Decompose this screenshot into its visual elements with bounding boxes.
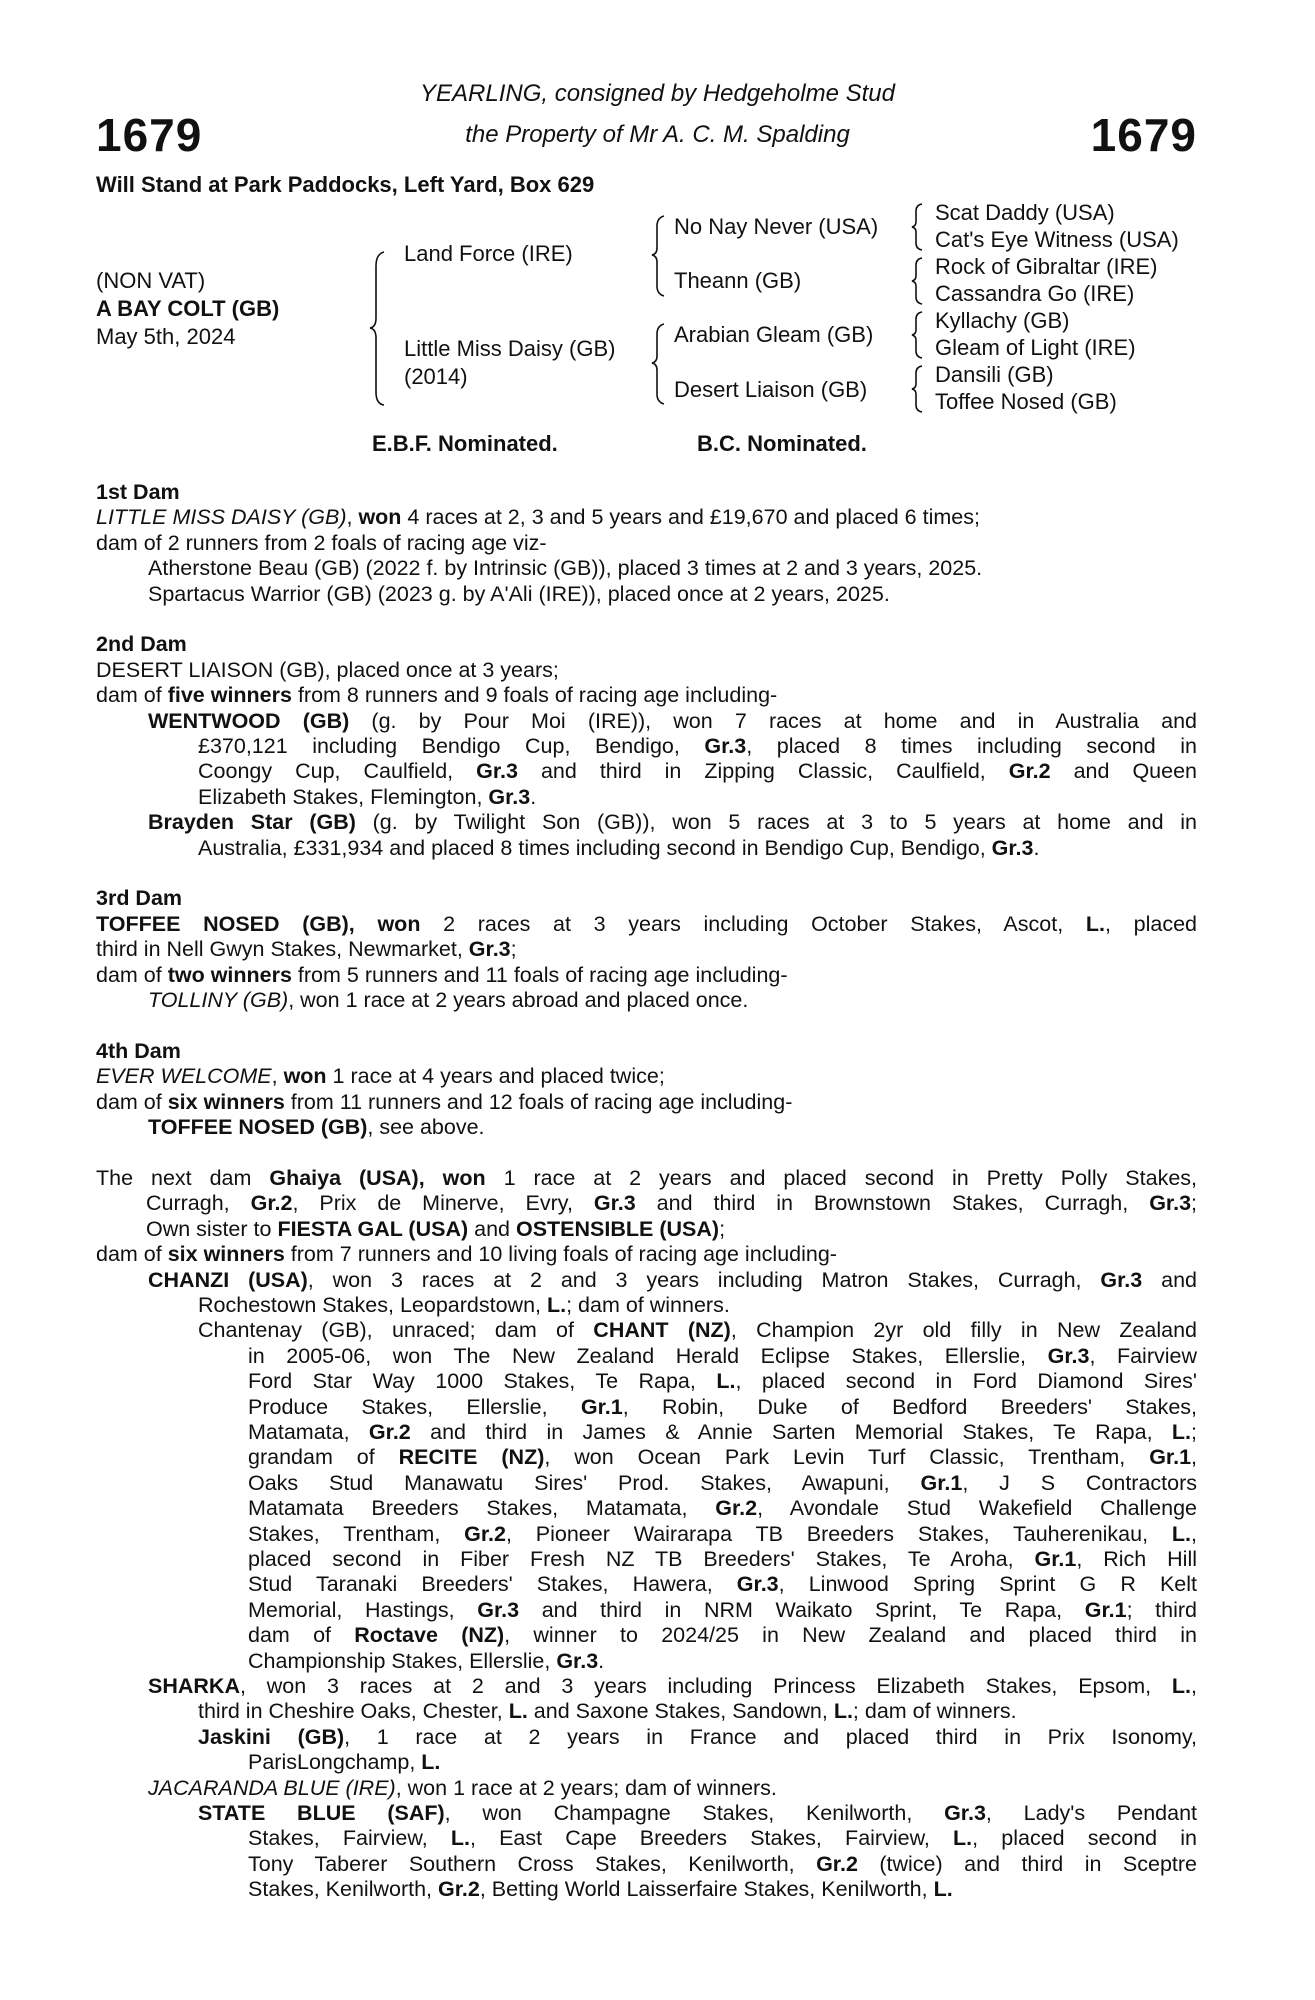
text-run: Stud Taranaki Breeders' Stakes, Hawera, [248, 1572, 737, 1597]
text-line [96, 1115, 1197, 1140]
text-run: dam of [96, 1089, 168, 1114]
text-run: from 8 runners and 9 foals of racing age including- [291, 683, 778, 708]
dam-record-paragraph [96, 1166, 1197, 1242]
text-line [96, 1547, 1197, 1572]
produce-entry [96, 1268, 1197, 1319]
bold-text: five winners [167, 683, 292, 708]
text-run: (g. by Pour Moi (IRE)), won 7 races at home and in Australia and [349, 708, 1198, 733]
stand-location: Will Stand at Park Paddocks, Left Yard, Box 629 [96, 172, 595, 197]
text-run: , won Ocean Park Levin Turf Classic, Trentham, [544, 1445, 1150, 1470]
text-run: , [1191, 1521, 1197, 1546]
text-run: and Queen [1050, 759, 1197, 784]
sire: Land Force (IRE) [404, 241, 573, 266]
text-line [96, 1344, 1197, 1369]
italic-text: LITTLE MISS DAISY (GB) [96, 505, 347, 530]
text-line [96, 1471, 1197, 1496]
text-run: Coongy Cup, Caulfield, [198, 759, 477, 784]
bold-text: L. [508, 1699, 528, 1724]
produce-entry [96, 1674, 1197, 1725]
foaling-date: May 5th, 2024 [96, 324, 236, 349]
text-line [96, 759, 1197, 784]
bold-text: Gr.1 [920, 1470, 963, 1495]
dam-record-paragraph [96, 1090, 1197, 1115]
text-run: ; dam of winners. [566, 1292, 730, 1317]
text-line [96, 937, 1197, 962]
bold-text: CHANT (NZ) [593, 1318, 731, 1343]
text-run: third in Cheshire Oaks, Chester, [198, 1699, 509, 1724]
produce-entry [96, 810, 1197, 861]
bold-text: Brayden Star (GB) [148, 810, 356, 835]
text-run: Rochestown Stakes, Leopardstown, [198, 1292, 547, 1317]
section-heading: 1st Dam [96, 480, 180, 504]
bold-text: FIESTA GAL (USA) [277, 1216, 469, 1241]
text-run: , Champion 2yr old filly in New Zealand [730, 1318, 1197, 1343]
text-run: ParisLongchamp, [248, 1750, 422, 1775]
text-run: ; [1191, 1419, 1197, 1444]
text-run: ; [1191, 1191, 1198, 1216]
produce-record [96, 480, 1197, 1928]
text-run: and third in NRM Waikato Sprint, Te Rapa, [519, 1597, 1085, 1622]
text-run: , Betting World Laisserfaire Stakes, Kenilworth, [479, 1877, 934, 1902]
vat-status: (NON VAT) [96, 268, 206, 293]
text-run: , see above. [367, 1115, 485, 1140]
text-run: 1 race at 2 years and placed second in Pretty Polly Stakes, [485, 1165, 1198, 1190]
text-run: , 1 race at 2 years in France and placed third in Prix Isonomy, [344, 1724, 1197, 1749]
bold-text: six winners [167, 1242, 285, 1267]
produce-entry [96, 988, 1197, 1013]
text-line [96, 1623, 1197, 1648]
text-run: Matamata Breeders Stakes, Matamata, [248, 1496, 716, 1521]
text-line [96, 1877, 1197, 1902]
bold-text: Ghaiya (USA), won [269, 1165, 486, 1190]
produce-entry [96, 1725, 1197, 1776]
ebf-nomination: E.B.F. Nominated. [372, 431, 558, 456]
produce-entry [96, 1801, 1197, 1903]
text-line [96, 1522, 1197, 1547]
text-run: and third in Brownstown Stakes, Curragh, [635, 1191, 1150, 1216]
bold-text: Gr.2 [250, 1191, 293, 1216]
text-line [96, 1649, 1197, 1674]
text-run: dam of [96, 683, 168, 708]
text-run: Memorial, Hastings, [248, 1597, 478, 1622]
text-run: . [530, 784, 537, 809]
text-run: , Robin, Duke of Bedford Breeders' Stakes, [622, 1394, 1197, 1419]
text-line [96, 683, 1197, 708]
text-line [96, 556, 1197, 581]
text-run: , [271, 1064, 284, 1089]
text-line [96, 734, 1197, 759]
sire-sire: No Nay Never (USA) [674, 214, 879, 239]
dam-dam: Desert Liaison (GB) [674, 377, 868, 402]
text-line [96, 658, 1197, 683]
bold-text: two winners [167, 962, 292, 987]
text-run: , placed 8 times including second in [746, 734, 1197, 759]
produce-entry [96, 1115, 1197, 1140]
great-grandparent: Cassandra Go (IRE) [935, 281, 1135, 306]
text-line [96, 988, 1197, 1013]
text-run: Matamata, [248, 1419, 369, 1444]
text-line [96, 1674, 1197, 1699]
text-run: Championship Stakes, Ellerslie, [248, 1648, 557, 1673]
dam-record-paragraph [96, 912, 1197, 963]
dam: Little Miss Daisy (GB) [404, 336, 616, 361]
bold-text: L. [421, 1750, 441, 1775]
bold-text: L. [716, 1369, 736, 1394]
text-run: , [1191, 1674, 1197, 1699]
dam-record-paragraph [96, 1242, 1197, 1267]
text-run: Curragh, [146, 1191, 251, 1216]
text-run: from 5 runners and 11 foals of racing age including- [291, 962, 788, 987]
lot-number-right: 1679 [1090, 109, 1197, 161]
text-run: , Rich Hill [1076, 1547, 1197, 1571]
text-run: Tony Taberer Southern Cross Stakes, Kenilworth, [248, 1851, 817, 1876]
text-run: , won 1 race at 2 years abroad and placed once. [288, 988, 749, 1013]
text-line [96, 810, 1197, 835]
text-run: and third in Zipping Classic, Caulfield, [517, 759, 1009, 784]
bold-text: Gr.1 [1084, 1597, 1127, 1622]
dam-record-paragraph [96, 1064, 1197, 1089]
text-run: placed second in Fiber Fresh NZ TB Breeders' Stakes, Te Aroha, [248, 1547, 1035, 1571]
text-line [96, 582, 1197, 607]
consignor-line: YEARLING, consigned by Hedgeholme Stud [420, 80, 895, 107]
text-line [96, 1598, 1197, 1623]
text-line [96, 1217, 1197, 1242]
dam-record-paragraph [96, 531, 1197, 556]
text-line [96, 1826, 1197, 1851]
bold-text: L. [1171, 1674, 1192, 1699]
bold-text: six winners [167, 1089, 285, 1114]
text-line [96, 1191, 1197, 1216]
dam-section [96, 1166, 1197, 1903]
text-run: , [1191, 1445, 1198, 1470]
text-run: DESERT LIAISON (GB), placed once at 3 years; [96, 657, 559, 682]
bold-text: WENTWOOD (GB) [148, 708, 350, 733]
bold-text: Gr.2 [715, 1496, 758, 1521]
text-run: Stakes, Trentham, [248, 1521, 465, 1546]
bold-text: Gr.3 [476, 759, 518, 784]
text-line [96, 1750, 1197, 1775]
text-run: dam of [248, 1623, 355, 1648]
bold-text: Gr.3 [1149, 1191, 1192, 1216]
text-run: 2 races at 3 years including October Stakes, Ascot, [420, 911, 1086, 936]
text-run: Produce Stakes, Ellerslie, [248, 1394, 581, 1419]
text-run: , won 3 races at 2 and 3 years including Princess Elizabeth Stakes, Epsom, [239, 1674, 1172, 1699]
bold-text: Gr.2 [1008, 759, 1051, 784]
text-run: , won 3 races at 2 and 3 years including Matron Stakes, Curragh, [307, 1267, 1101, 1292]
text-line [96, 1293, 1197, 1318]
text-run: , placed second in [972, 1826, 1198, 1851]
produce-entry [96, 556, 1197, 581]
italic-text: JACARANDA BLUE (IRE) [148, 1775, 396, 1800]
text-line [96, 1090, 1197, 1115]
text-run: ; third [1126, 1597, 1197, 1622]
text-run: , Linwood Spring Sprint G R Kelt [778, 1572, 1198, 1597]
bold-text: OSTENSIBLE (USA) [515, 1216, 720, 1241]
text-line [96, 1395, 1197, 1420]
text-line [96, 1572, 1197, 1597]
text-run: , Pioneer Wairarapa TB Breeders Stakes, Tauherenikau, [505, 1521, 1172, 1546]
text-run: Spartacus Warrior (GB) (2023 g. by A'Ali (IRE)), placed once at 2 years, 2025. [148, 581, 890, 606]
text-run: , J S Contractors [962, 1470, 1198, 1495]
section-heading: 2nd Dam [96, 632, 187, 657]
bold-text: Gr.1 [580, 1394, 623, 1419]
bold-text: Gr.3 [556, 1648, 599, 1673]
bold-text: Gr.3 [488, 784, 531, 809]
text-line [96, 1420, 1197, 1445]
text-run: , [346, 505, 359, 530]
text-run: ; [719, 1216, 726, 1241]
produce-entry [96, 582, 1197, 607]
bold-text: Gr.1 [1034, 1547, 1077, 1571]
text-line [96, 709, 1197, 734]
dam-section [96, 886, 1197, 1013]
bold-text: won [358, 505, 402, 530]
bold-text: Gr.3 [944, 1801, 986, 1826]
text-run: , East Cape Breeders Stakes, Fairview, [469, 1826, 954, 1851]
text-line [96, 1318, 1197, 1343]
bold-text: Gr.1 [1149, 1445, 1192, 1470]
text-line [96, 836, 1197, 861]
text-line [96, 1242, 1197, 1267]
great-grandparent: Gleam of Light (IRE) [935, 335, 1136, 360]
great-grandparent: Cat's Eye Witness (USA) [935, 227, 1179, 252]
text-line [96, 912, 1197, 937]
text-run: and third in James & Annie Sarten Memorial Stakes, Te Rapa, [410, 1419, 1172, 1444]
text-line [96, 963, 1197, 988]
text-run: ; [510, 937, 517, 962]
text-run: . [1033, 835, 1040, 860]
text-run: (g. by Twilight Son (GB)), won 5 races at 3 to 5 years at home and in [355, 810, 1197, 835]
bold-text: Gr.3 [468, 937, 511, 962]
text-line [96, 1725, 1197, 1750]
bold-text: Gr.3 [1047, 1343, 1090, 1368]
great-grandparent: Rock of Gibraltar (IRE) [935, 254, 1158, 279]
text-run: Own sister to [146, 1216, 278, 1241]
text-run: , won Champagne Stakes, Kenilworth, [444, 1801, 945, 1826]
text-line [96, 785, 1197, 810]
dam-section [96, 480, 1197, 607]
bold-text: L. [833, 1699, 853, 1724]
bold-text: STATE BLUE (SAF) [198, 1801, 445, 1826]
bold-text: Jaskini (GB) [198, 1724, 345, 1749]
text-run: from 11 runners and 12 foals of racing age including- [284, 1089, 793, 1114]
text-run: in 2005-06, won The New Zealand Herald Eclipse Stakes, Ellerslie, [248, 1343, 1048, 1368]
bold-text: Gr.2 [368, 1419, 411, 1444]
text-run: , winner to 2024/25 in New Zealand and placed third in [504, 1623, 1197, 1648]
bold-text: L. [450, 1826, 470, 1851]
bold-text: SHARKA [148, 1674, 240, 1699]
bc-nomination: B.C. Nominated. [697, 431, 867, 456]
text-run: grandam of [248, 1445, 399, 1470]
text-line [96, 505, 1197, 530]
text-run: 4 races at 2, 3 and 5 years and £19,670 and placed 6 times; [401, 505, 980, 530]
bold-text: Gr.2 [816, 1851, 858, 1876]
bold-text: Gr.2 [438, 1877, 480, 1902]
text-run: (twice) and third in Sceptre [857, 1851, 1197, 1876]
text-line [96, 1369, 1197, 1394]
text-run: , won 1 race at 2 years; dam of winners. [395, 1775, 777, 1800]
bold-text: CHANZI (USA) [148, 1267, 308, 1292]
text-run: , Prix de Minerve, Evry, [292, 1191, 594, 1216]
bold-text: Roctave (NZ) [354, 1623, 505, 1648]
bold-text: TOFFEE NOSED (GB), won [96, 911, 421, 936]
great-grandparent: Toffee Nosed (GB) [935, 389, 1117, 414]
horse-name: A BAY COLT (GB) [96, 296, 280, 321]
text-run: from 7 runners and 10 living foals of racing age including- [284, 1242, 837, 1267]
text-line [96, 1064, 1197, 1089]
bold-text: TOFFEE NOSED (GB) [148, 1115, 368, 1140]
bold-text: Gr.3 [704, 734, 747, 759]
text-run: , Avondale Stud Wakefield Challenge [757, 1496, 1197, 1521]
dam-section [96, 632, 1197, 861]
text-run: ; dam of winners. [852, 1699, 1017, 1724]
bold-text: Gr.3 [593, 1191, 636, 1216]
text-line [96, 1166, 1197, 1191]
dam-record-paragraph [96, 505, 1197, 530]
bold-text: Gr.3 [1100, 1267, 1143, 1292]
italic-text: EVER WELCOME [96, 1064, 272, 1089]
text-line [96, 1801, 1197, 1826]
section-heading: 3rd Dam [96, 886, 183, 911]
text-run: , Lady's Pendant [985, 1801, 1197, 1826]
bold-text: L. [953, 1826, 973, 1851]
text-run: Chantenay (GB), unraced; dam of [198, 1318, 594, 1343]
text-run: , placed [1104, 911, 1197, 936]
produce-entry [96, 1776, 1197, 1801]
text-line [96, 531, 1197, 556]
bold-text: L. [1171, 1521, 1191, 1546]
text-run: and [468, 1216, 516, 1241]
text-run: , placed second in Ford Diamond Sires' [735, 1369, 1197, 1394]
bold-text: Gr.3 [991, 835, 1034, 860]
text-run: third in Nell Gwyn Stakes, Newmarket, [96, 937, 469, 962]
great-grandparent: Dansili (GB) [935, 362, 1054, 387]
bold-text: RECITE (NZ) [398, 1445, 545, 1470]
text-run: and [1142, 1267, 1197, 1292]
text-run: and Saxone Stakes, Sandown, [527, 1699, 834, 1724]
bold-text: Gr.3 [736, 1572, 779, 1597]
great-grandparent: Scat Daddy (USA) [935, 200, 1115, 225]
text-run: Stakes, Fairview, [248, 1826, 451, 1851]
text-run: Stakes, Kenilworth, [248, 1877, 439, 1902]
text-line [96, 1496, 1197, 1521]
text-run: dam of 2 runners from 2 foals of racing age viz- [96, 530, 547, 555]
dam-section [96, 1039, 1197, 1141]
property-line: the Property of Mr A. C. M. Spalding [465, 121, 850, 148]
bold-text: L. [933, 1877, 953, 1902]
text-run: Ford Star Way 1000 Stakes, Te Rapa, [248, 1369, 717, 1394]
section-heading: 4th Dam [96, 1038, 181, 1063]
text-line [96, 1852, 1197, 1877]
text-run: Elizabeth Stakes, Flemington, [198, 784, 489, 809]
great-grandparent: Kyllachy (GB) [935, 308, 1070, 333]
italic-text: TOLLINY (GB) [148, 988, 289, 1013]
bold-text: won [283, 1064, 327, 1089]
text-run: Australia, £331,934 and placed 8 times including second in Bendigo Cup, Bendigo, [198, 835, 992, 860]
text-run: , Fairview [1089, 1343, 1198, 1368]
text-run: The next dam [96, 1165, 270, 1190]
produce-entry [96, 1318, 1197, 1674]
sire-dam: Theann (GB) [674, 268, 802, 293]
lot-number-left: 1679 [96, 109, 203, 161]
dam-record-paragraph [96, 683, 1197, 708]
text-line [96, 1445, 1197, 1470]
bold-text: Gr.3 [477, 1597, 520, 1622]
text-line [96, 1699, 1197, 1724]
bold-text: Gr.2 [464, 1521, 506, 1546]
text-run: Atherstone Beau (GB) (2022 f. by Intrinsic (GB)), placed 3 times at 2 and 3 years, 2025. [148, 556, 983, 581]
dam-sire: Arabian Gleam (GB) [674, 322, 874, 347]
text-run: dam of [96, 962, 168, 987]
text-run: 1 race at 4 years and placed twice; [326, 1064, 665, 1089]
text-run: . [598, 1648, 605, 1673]
dam-year: (2014) [404, 364, 468, 389]
text-line [96, 1268, 1197, 1293]
text-run: dam of [96, 1242, 168, 1267]
text-line [96, 1776, 1197, 1801]
bold-text: L. [1085, 911, 1105, 936]
produce-entry [96, 709, 1197, 811]
text-run: £370,121 including Bendigo Cup, Bendigo, [198, 734, 705, 759]
bold-text: L. [546, 1292, 567, 1317]
dam-record-paragraph [96, 658, 1197, 683]
bold-text: L. [1171, 1419, 1192, 1444]
dam-record-paragraph [96, 963, 1197, 988]
text-run: Oaks Stud Manawatu Sires' Prod. Stakes, Awapuni, [248, 1470, 921, 1495]
